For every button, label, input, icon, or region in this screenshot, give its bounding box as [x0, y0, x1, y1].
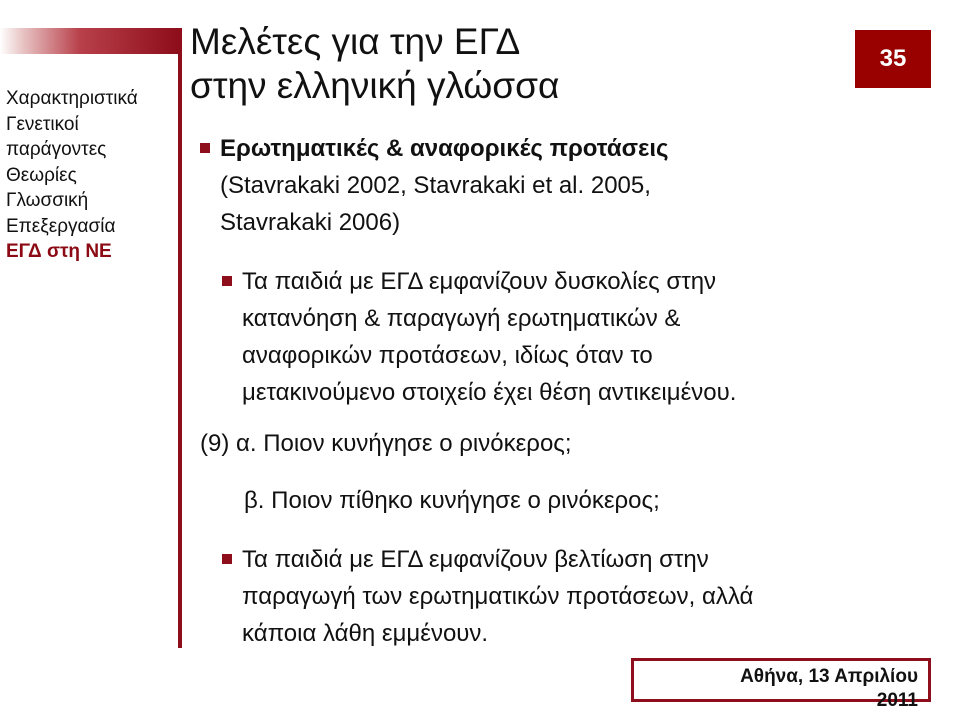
square-bullet-icon — [222, 554, 232, 564]
header-accent-bar — [0, 28, 178, 54]
citation-line1: (Stavrakaki 2002, Stavrakaki et al. 2005, — [220, 172, 651, 199]
square-bullet-icon — [200, 143, 210, 153]
sub-bullet-improvement — [200, 541, 940, 652]
citation-line2: Stavrakaki 2006) — [220, 209, 401, 236]
sub1-line2: κατανόηση & παραγωγή ερωτηματικών & — [242, 305, 681, 332]
sidebar-item-sli-greek[interactable]: ΕΓΔ στη ΝΕ — [6, 241, 112, 262]
sidebar-item-characteristics[interactable]: Χαρακτηριστικά — [6, 88, 138, 109]
sidebar-item-theories[interactable]: Θεωρίες — [6, 164, 77, 186]
footer-date-line1: Αθήνα, 13 Απριλίου — [740, 666, 918, 687]
example-b: β. Ποιον πίθηκο κυνήγησε ο ρινόκερος; — [244, 487, 660, 514]
bullet-main — [200, 130, 940, 241]
sub2-line1: Τα παιδιά με ΕΓΔ εμφανίζουν βελτίωση στην — [242, 546, 709, 573]
slide-title-line1: Μελέτες για την ΕΓΔ — [190, 21, 521, 62]
slide-title — [190, 20, 830, 108]
sub1-line4: μετακινούμενο στοιχείο έχει θέση αντικειμένου. — [242, 379, 737, 406]
sidebar-nav — [6, 86, 178, 265]
sub1-line1: Τα παιδιά με ΕΓΔ εμφανίζουν δυσκολίες στην — [242, 268, 717, 295]
slide-content — [200, 130, 940, 652]
sub2-line3: κάποια λάθη εμμένουν. — [242, 620, 489, 647]
footer-date-line2: 2011 — [876, 690, 918, 711]
sub-bullet-difficulties — [200, 263, 940, 411]
footer-date-box — [631, 658, 931, 711]
sidebar-item-genetic[interactable]: Γενετικοί — [6, 113, 79, 135]
slide-title-line2: στην ελληνική γλώσσα — [190, 65, 560, 106]
bullet-heading: Ερωτηματικές & αναφορικές προτάσεις — [220, 135, 669, 162]
square-bullet-icon — [222, 276, 232, 286]
sub1-line3: αναφορικών προτάσεων, ιδίως όταν το — [242, 342, 653, 369]
example-a: (9) α. Ποιον κυνήγησε ο ρινόκερος; — [200, 430, 572, 457]
page-number-badge — [855, 30, 931, 88]
sidebar-item-language[interactable]: Γλωσσική — [6, 190, 89, 211]
page-number: 35 — [879, 45, 907, 72]
sub2-line2: παραγωγή των ερωτηματικών προτάσεων, αλλά — [242, 583, 754, 610]
sidebar-item-factors[interactable]: παράγοντες — [6, 139, 107, 160]
sidebar-divider — [178, 28, 182, 648]
sidebar-item-processing[interactable]: Επεξεργασία — [6, 215, 116, 237]
